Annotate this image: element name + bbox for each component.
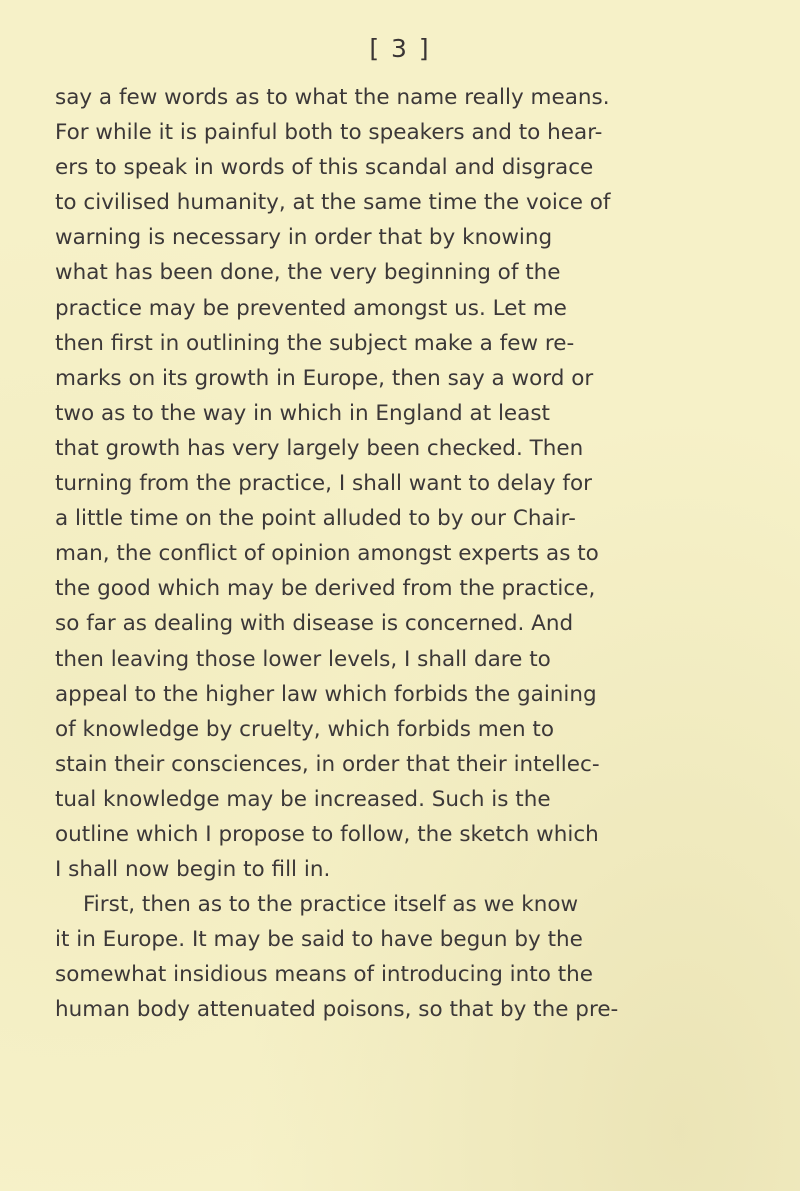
text-line: outline which I propose to follow, the sketch which bbox=[55, 821, 599, 847]
text-line: a little time on the point alluded to by our Chair- bbox=[55, 506, 576, 532]
text-line: that growth has very largely been checked. Then bbox=[55, 435, 584, 461]
text-line: two as to the way in which in England at least bbox=[55, 400, 550, 426]
text-line: then leaving those lower levels, I shall dare to bbox=[55, 646, 551, 672]
text-line: stain their consciences, in order that their intellec- bbox=[55, 751, 600, 777]
text-line: turning from the practice, I shall want to delay for bbox=[55, 471, 592, 497]
text-line: I shall now begin to fill in. bbox=[55, 857, 331, 883]
text-line: to civilised humanity, at the same time the voice of bbox=[55, 190, 611, 216]
text-line: what has been done, the very beginning of the bbox=[55, 260, 561, 286]
text-line: man, the conflict of opinion amongst experts as to bbox=[55, 541, 599, 567]
text-line: it in Europe. It may be said to have begun by the bbox=[55, 927, 583, 953]
text-line: tual knowledge may be increased. Such is the bbox=[55, 786, 551, 812]
text-line: then first in outlining the subject make a few re- bbox=[55, 330, 575, 356]
text-line: ers to speak in words of this scandal and disgrace bbox=[55, 155, 594, 181]
body-text bbox=[55, 80, 755, 1028]
page-number: [ 3 ] bbox=[369, 34, 431, 63]
text-line: First, then as to the practice itself as we know bbox=[83, 892, 579, 918]
text-line: human body attenuated poisons, so that by the pre- bbox=[55, 997, 619, 1023]
text-line: For while it is painful both to speakers and to hear- bbox=[55, 120, 603, 146]
text-line: the good which may be derived from the practice, bbox=[55, 576, 596, 602]
text-line: of knowledge by cruelty, which forbids men to bbox=[55, 716, 554, 742]
text-line: so far as dealing with disease is concerned. And bbox=[55, 611, 574, 637]
text-line: somewhat insidious means of introducing into the bbox=[55, 962, 593, 988]
text-line: practice may be prevented amongst us. Let me bbox=[55, 295, 567, 321]
text-line: warning is necessary in order that by knowing bbox=[55, 225, 553, 251]
text-line: say a few words as to what the name really means. bbox=[55, 85, 610, 110]
text-line: appeal to the higher law which forbids the gaining bbox=[55, 681, 597, 707]
text-line: marks on its growth in Europe, then say a word or bbox=[55, 365, 594, 391]
